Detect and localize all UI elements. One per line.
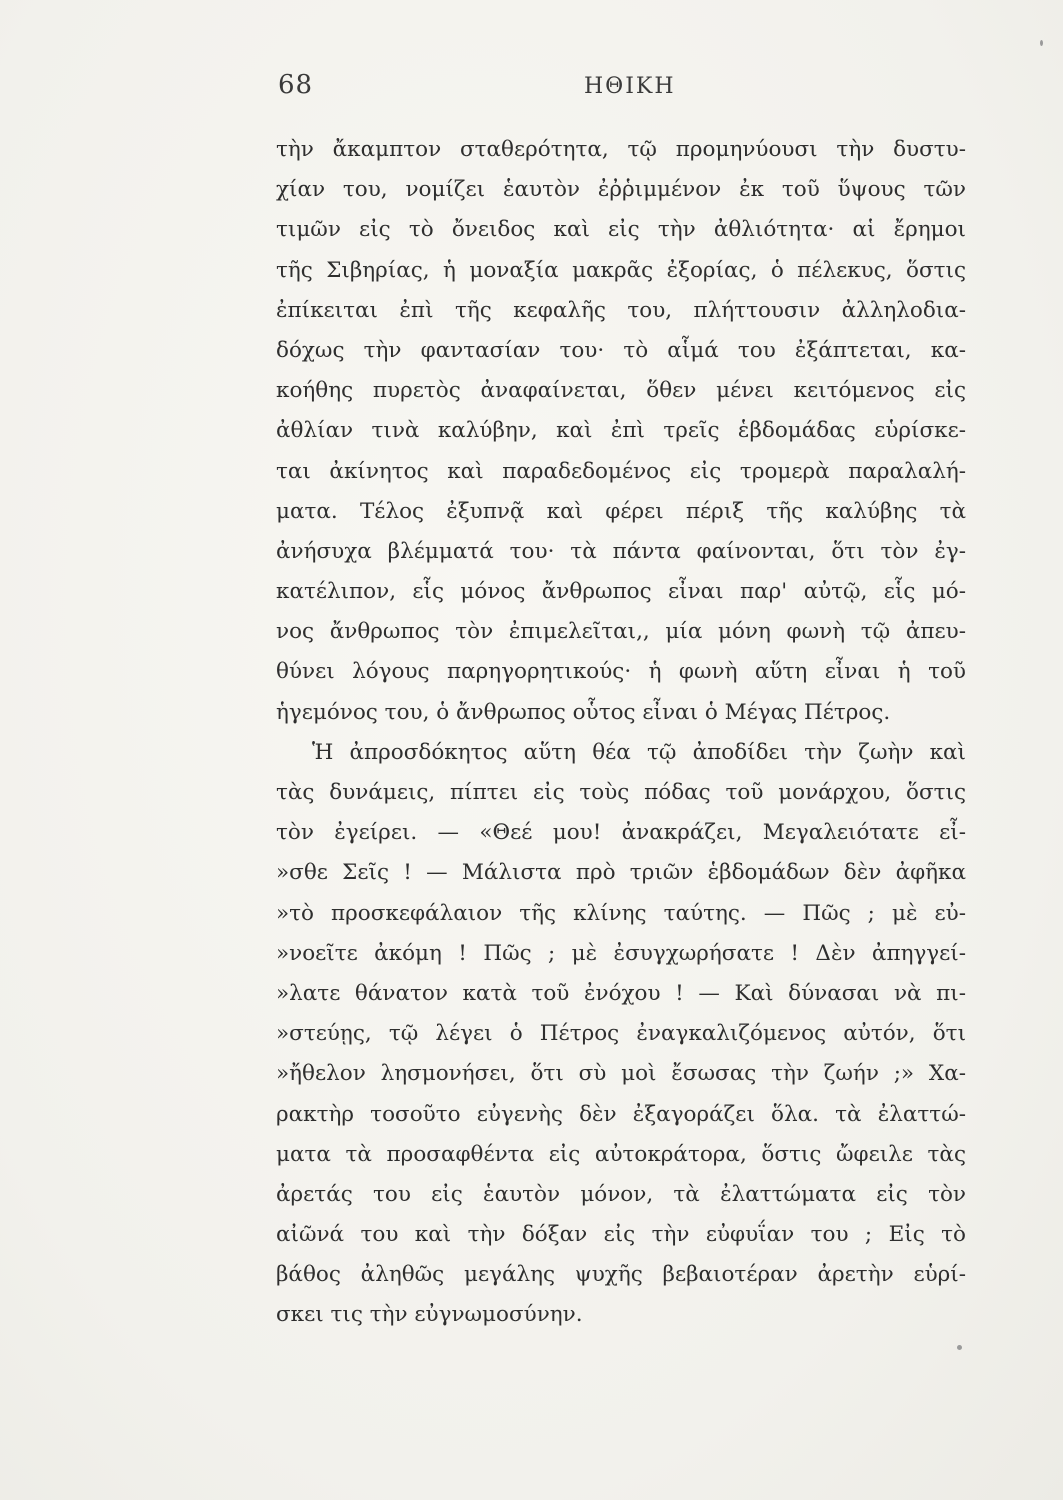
text-line: ται ἀκίνητος καὶ παραδεδομένος εἰς τρομερὰ παραλαλή- — [276, 458, 966, 484]
text-line: τὰς δυνάμεις, πίπτει εἰς τοὺς πόδας τοῦ μονάρχου, ὅστις — [276, 780, 966, 805]
text-line: τὴν ἄκαμπτον σταθερότητα, τῷ προμηνύουσι τὴν δυστυ- — [276, 137, 966, 162]
text-line: »νοεῖτε ἀκόμη ! Πῶς ; μὲ ἐσυγχωρήσατε ! Δὲν ἀπηγγεί- — [276, 940, 966, 966]
text-line: τὸν ἐγείρει. — «Θεέ μου! ἀνακράζει, Μεγαλειότατε εἶ- — [276, 820, 966, 846]
text-line: »σθε Σεῖς ! — Μάλιστα πρὸ τριῶν ἑβδομάδων δὲν ἀφῆκα — [276, 860, 966, 886]
text-line: ἀθλίαν τινὰ καλύβην, καὶ ἐπὶ τρεῖς ἑβδομάδας εὑρίσκε- — [276, 418, 966, 444]
text-line: »τὸ προσκεφάλαιον τῆς κλίνης ταύτης. — Πῶς ; μὲ εὐ- — [276, 900, 966, 926]
text-line: χίαν του, νομίζει ἑαυτὸν ἐῤῥιμμένον ἐκ τοῦ ὕψους τῶν — [276, 177, 966, 203]
running-head: ΗΘΙΚΗ — [584, 74, 676, 99]
text-line: ἡγεμόνος του, ὁ ἄνθρωπος οὗτος εἶναι ὁ Μέγας Πέτρος. — [276, 699, 891, 725]
body-text — [276, 130, 966, 1336]
text-line: »ἤθελον λησμονήσει, ὅτι σὺ μοὶ ἔσωσας τὴν ζωήν ;» Χα- — [276, 1061, 966, 1087]
text-line: »στεύῃς, τῷ λέγει ὁ Πέτρος ἐναγκαλιζόμενος αὐτόν, ὅτι — [276, 1021, 966, 1047]
text-line: τῆς Σιβηρίας, ἡ μοναξία μακρᾶς ἐξορίας, ὁ πέλεκυς, ὅστις — [276, 257, 966, 283]
text-line: »λατε θάνατον κατὰ τοῦ ἐνόχου ! — Καὶ δύνασαι νὰ πι- — [276, 980, 966, 1006]
text-line: νος ἄνθρωπος τὸν ἐπιμελεῖται,, μία μόνη φωνὴ τῷ ἀπευ- — [276, 619, 966, 645]
text-line: τιμῶν εἰς τὸ ὄνειδος καὶ εἰς τὴν ἀθλιότητα· αἱ ἔρημοι — [276, 217, 966, 243]
text-line: δόχως τὴν φαντασίαν του· τὸ αἷμά του ἐξάπτεται, κα- — [276, 337, 966, 363]
text-line: ματα. Τέλος ἐξυπνᾷ καὶ φέρει πέριξ τῆς καλύβης τὰ — [276, 498, 966, 524]
text-line: ἐπίκειται ἐπὶ τῆς κεφαλῆς του, πλήττουσιν ἀλληλοδια- — [276, 297, 966, 323]
text-line: ρακτὴρ τοσοῦτο εὐγενὴς δὲν ἐξαγοράζει ὅλα. τὰ ἐλαττώ- — [276, 1101, 966, 1127]
text-line: ματα τὰ προσαφθέντα εἰς αὐτοκράτορα, ὅστις ὤφειλε τὰς — [276, 1141, 966, 1167]
text-line: αἰῶνά του καὶ τὴν δόξαν εἰς τὴν εὐφυΐαν του ; Εἰς τὸ — [276, 1222, 966, 1248]
text-line: κατέλιπον, εἷς μόνος ἄνθρωπος εἶναι παρ' αὐτῷ, εἷς μό- — [276, 579, 966, 605]
page-header — [278, 70, 958, 110]
text-line: κοήθης πυρετὸς ἀναφαίνεται, ὅθεν μένει κειτόμενος εἰς — [276, 378, 966, 404]
ink-speck — [1040, 40, 1043, 46]
text-line: ἀρετάς του εἰς ἑαυτὸν μόνον, τὰ ἐλαττώματα εἰς τὸν — [276, 1181, 966, 1207]
ink-speck — [957, 1345, 962, 1350]
text-line: βάθος ἀληθῶς μεγάλης ψυχῆς βεβαιοτέραν ἀρετὴν εὑρί- — [276, 1262, 966, 1288]
text-line: θύνει λόγους παρηγορητικούς· ἡ φωνὴ αὕτη εἶναι ἡ τοῦ — [276, 659, 966, 685]
text-line: ἀνήσυχα βλέμματά του· τὰ πάντα φαίνονται, ὅτι τὸν ἐγ- — [276, 538, 966, 564]
text-line: Ἡ ἀπροσδόκητος αὕτη θέα τῷ ἀποδίδει τὴν ζωὴν καὶ — [312, 739, 966, 765]
page-number: 68 — [278, 70, 314, 100]
text-line: σκει τις τὴν εὐγνωμοσύνην. — [276, 1302, 583, 1328]
